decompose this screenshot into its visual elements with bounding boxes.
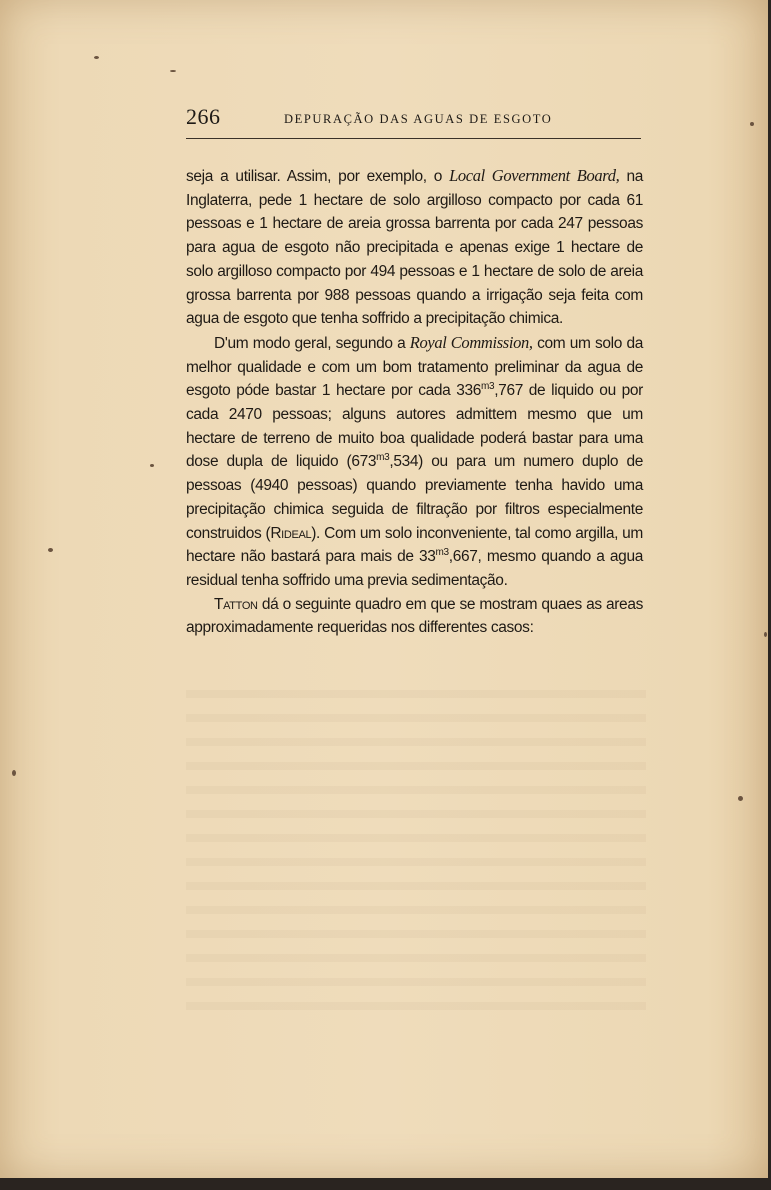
italic-run: Royal Commission,: [409, 332, 533, 352]
ink-speck: [750, 122, 754, 126]
paragraph-2: [186, 331, 643, 593]
paragraph-1: [186, 164, 643, 331]
running-title: DEPURAÇÃO DAS AGUAS DE ESGOTO: [284, 112, 553, 126]
page-header: [186, 104, 641, 139]
text-run: ). Com um solo inconveniente, tal como argilla, um hectare não bastará para mais de 33: [186, 524, 643, 566]
text-run: com um solo da melhor qualidade e com um bom tratamento preliminar da agua de esgoto póde bastar 1 hectare por cada 336: [186, 334, 643, 400]
ink-speck: [764, 632, 767, 637]
text-run: D'um modo geral, segundo a: [214, 334, 410, 352]
paragraph-3: [186, 593, 643, 640]
unit-superscript: m3: [376, 452, 390, 464]
text-run: ,534) ou para um numero duplo de pessoas (4940 pessoas) quando previamente tenha havido uma precipitação chimica seguida de filtração por filtros especialmente construidos (: [186, 453, 643, 542]
body-text: [186, 164, 643, 640]
ink-speck: [738, 796, 743, 801]
text-run: dá o seguinte quadro em que se mostram quaes as areas approximadamente requeridas nos differentes casos:: [186, 595, 643, 637]
text-run: na Inglaterra, pede 1 hectare de solo argilloso compacto por cada 61 pessoas e 1 hectare de areia grossa barrenta por cada 247 pessoas para agua de esgoto não precipitada e apenas exige 1 hectare de solo argilloso compacto por 494 pessoas e 1 hectare de solo de areia grossa barrenta por 988 pessoas quando a irrigação seja feita com agua de esgoto que tenha soffrido a precipitação chimica.: [186, 168, 643, 328]
page-number: 266: [186, 104, 221, 129]
italic-run: Local Government Board,: [449, 166, 620, 185]
show-through-ghost-text: [186, 690, 646, 1010]
unit-superscript: m3: [481, 381, 495, 393]
unit-superscript: m3: [435, 547, 449, 559]
small-caps-run: Tatton: [214, 595, 258, 613]
text-run: ,667, mesmo quando a agua residual tenha soffrido uma previa sedimentação.: [186, 548, 643, 589]
text-run: ,767 de liquido ou por cada 2470 pessoas; alguns autores admittem mesmo que um hectare de terreno de muito boa qualidade poderá bastar para uma dose dupla de liquido (673: [186, 382, 643, 471]
ink-speck: [48, 548, 53, 552]
ink-speck: [150, 464, 154, 467]
ink-speck: [12, 770, 16, 776]
ink-speck: [94, 56, 99, 59]
small-caps-run: Rideal: [270, 524, 312, 542]
text-run: seja a utilisar. Assim, por exemplo, o: [186, 168, 450, 185]
ink-speck: [170, 70, 176, 72]
